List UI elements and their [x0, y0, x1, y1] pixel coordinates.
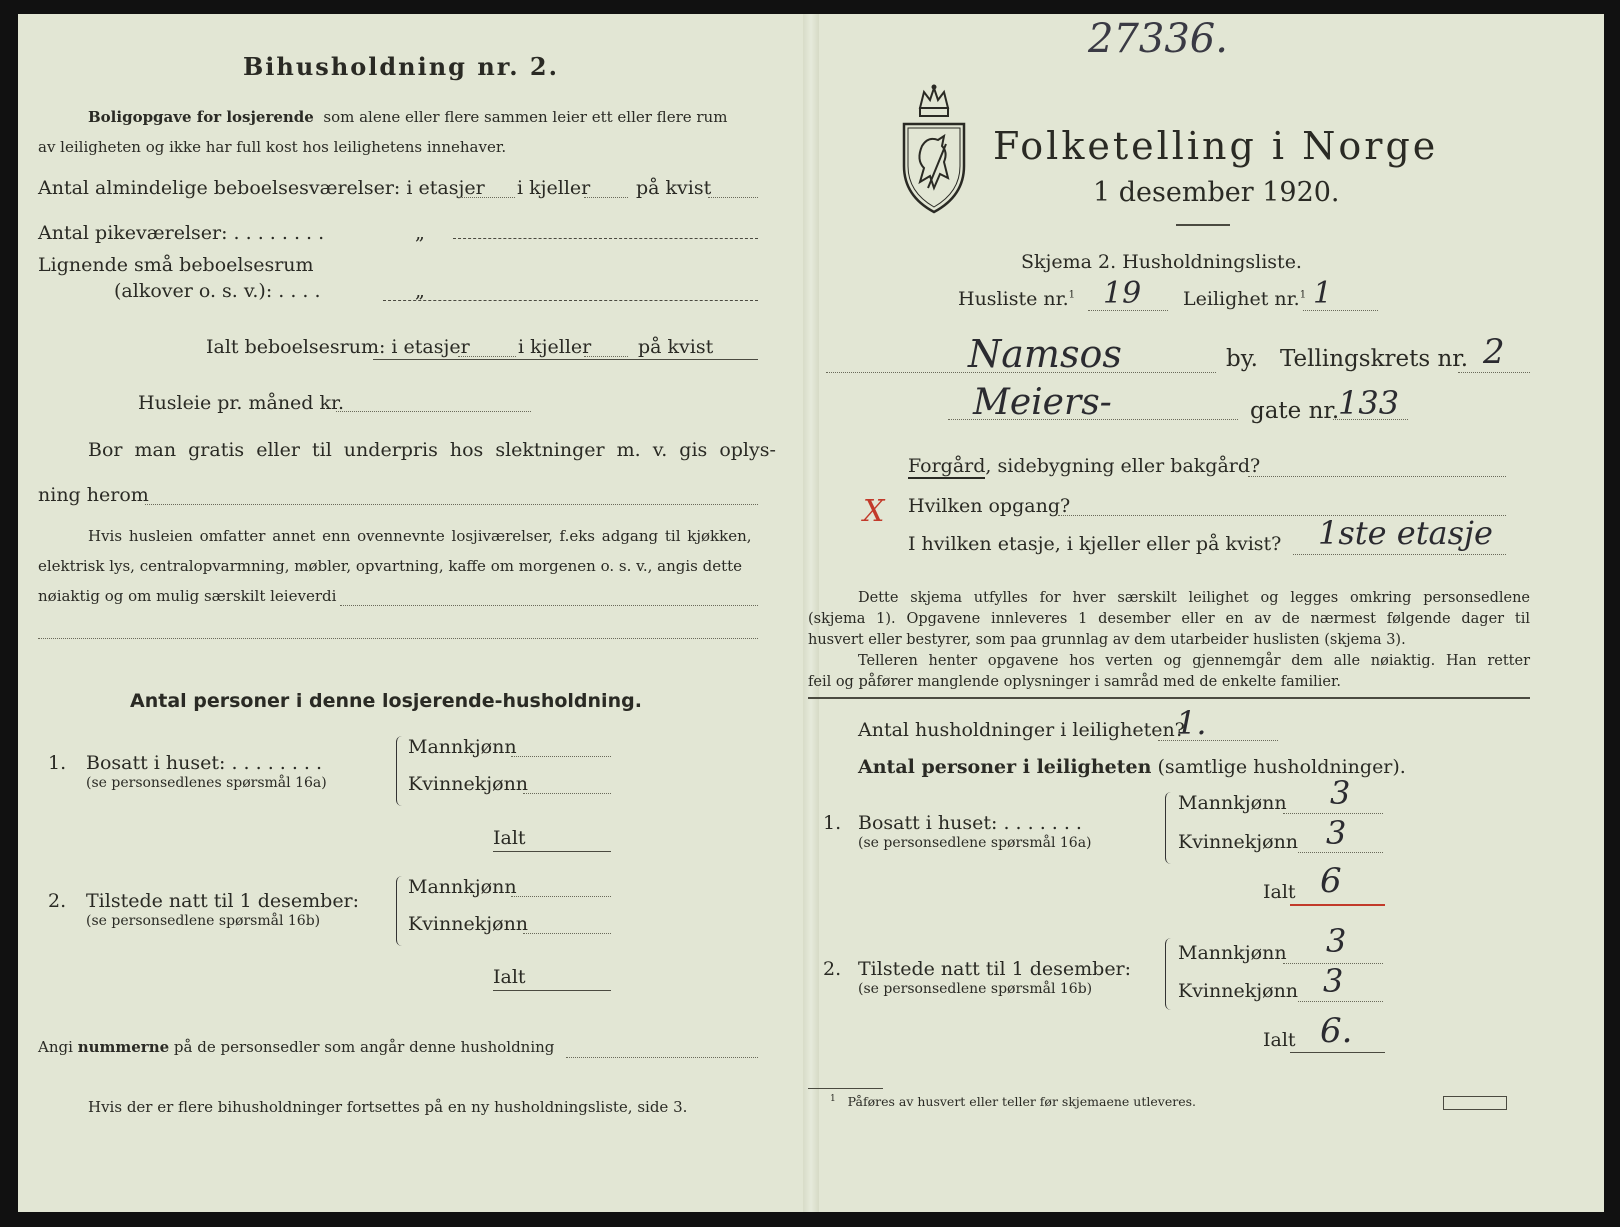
title-rule — [1176, 224, 1230, 226]
persons-rest: (samtlige husholdninger). — [1157, 756, 1406, 778]
hvis-text-3: nøiaktig og om mulig særskilt leieverdi — [38, 587, 337, 605]
alm-kjeller-label: i kjeller — [517, 177, 591, 199]
right-q1-kvinne-field[interactable] — [1298, 852, 1383, 853]
right-q2-ialt-field[interactable] — [1290, 1052, 1385, 1053]
left-q2-sub: (se personsedlene spørsmål 16b) — [86, 913, 321, 929]
info-rule — [808, 697, 1530, 699]
etasje-label: I hvilken etasje, i kjeller eller på kvist? — [908, 533, 1282, 555]
krets-value: 2 — [1483, 332, 1505, 372]
gate-nr-field[interactable] — [1333, 419, 1408, 420]
ialt-rum-label: Ialt beboelsesrum: i etasjer — [206, 336, 470, 358]
right-q2-brace — [1165, 938, 1174, 1010]
husleie-field[interactable] — [336, 411, 531, 412]
right-q2-sub: (se personsedlene spørsmål 16b) — [858, 981, 1093, 997]
husliste-value: 19 — [1103, 276, 1142, 311]
left-q1-ialt-label: Ialt — [493, 827, 526, 849]
lign-label-1: Lignende små beboelsesrum — [38, 254, 314, 276]
forgard-field[interactable] — [1248, 476, 1506, 477]
gate-label: gate nr. — [1250, 398, 1340, 424]
intro-bold: Boligopgave for losjerende — [88, 108, 314, 126]
left-q2-mann-field[interactable] — [511, 896, 611, 897]
alm-kjeller-field[interactable] — [584, 197, 628, 198]
census-form-sheet — [18, 14, 1604, 1212]
right-q1-num: 1. — [823, 812, 842, 834]
lign-label-2: (alkover o. s. v.): . . . . — [114, 280, 321, 302]
bor-text-2: ning herom — [38, 484, 149, 506]
angi-text — [38, 1038, 554, 1056]
right-q2-kvinne-value: 3 — [1323, 962, 1344, 1000]
info-line-1: Dette skjema utfylles for hver særskilt leilighet og legges omkring personsedlene — [858, 590, 1530, 606]
info-line-4: Telleren henter opgavene hos verten og gjennemgår dem alle nøiaktig. Han retter — [858, 653, 1530, 669]
forgard-rest: , sidebygning eller bakgård? — [985, 455, 1261, 477]
skjema-label: Skjema 2. Husholdningsliste. — [1021, 251, 1302, 273]
pike-label: Antal pikeværelser: . . . . . . . . — [38, 222, 325, 244]
left-q2-label: Tilstede natt til 1 desember: — [86, 890, 360, 912]
pike-ditto: „ — [415, 222, 425, 244]
right-q2-ialt-label: Ialt — [1263, 1029, 1296, 1051]
left-q1-label: Bosatt i huset: . . . . . . . . — [86, 752, 323, 774]
leilighet-value: 1 — [1313, 276, 1333, 311]
angi-field[interactable] — [566, 1057, 758, 1058]
right-q1-ialt-label: Ialt — [1263, 881, 1296, 903]
husliste-field[interactable] — [1088, 310, 1168, 311]
right-date: 1 desember 1920. — [1093, 177, 1340, 208]
ialt-kvist-label: på kvist — [638, 336, 714, 358]
right-q2-mann-value: 3 — [1326, 922, 1347, 960]
pike-fields[interactable] — [453, 238, 758, 239]
gate-value: Meiers- — [973, 382, 1112, 423]
households-field[interactable] — [1158, 740, 1278, 741]
husliste-text: Husliste nr. — [958, 288, 1069, 310]
gate-nr-value: 133 — [1338, 384, 1400, 422]
left-persons-heading: Antal personer i denne losjerende-husholdning. — [130, 690, 642, 712]
printer-stamp — [1443, 1096, 1507, 1110]
households-value: 1. — [1176, 704, 1207, 742]
check-mark: X — [863, 494, 885, 529]
etasje-value: 1ste etasje — [1318, 514, 1493, 552]
left-q1-brace — [396, 736, 405, 806]
krets-field[interactable] — [1458, 372, 1530, 373]
leilighet-field[interactable] — [1303, 310, 1378, 311]
husliste-sup: 1 — [1068, 289, 1076, 301]
right-q1-kvinne-value: 3 — [1326, 814, 1347, 852]
krets-label: Tellingskrets nr. — [1280, 346, 1469, 372]
intro-rest: som alene eller flere sammen leier ett eller flere rum — [323, 108, 728, 126]
by-field[interactable] — [826, 372, 1216, 373]
left-q1-mann-label: Mannkjønn — [408, 736, 517, 758]
husleie-label: Husleie pr. måned kr. — [138, 392, 345, 414]
left-q2-kvinne-label: Kvinnekjønn — [408, 913, 529, 935]
intro-line-1 — [88, 108, 727, 126]
hvis-field[interactable] — [340, 605, 758, 606]
right-q2-mann-label: Mannkjønn — [1178, 942, 1287, 964]
info-line-2: (skjema 1). Opgavene innleveres 1 desember eller en av de nærmest følgende dager til — [808, 611, 1530, 627]
right-q2-num: 2. — [823, 958, 842, 980]
left-q1-ialt-field[interactable] — [493, 851, 611, 852]
archive-number: 27336. — [1088, 16, 1228, 62]
hvis-field-2[interactable] — [38, 638, 758, 639]
footnote-rule — [808, 1088, 883, 1089]
right-q2-ialt-value: 6. — [1320, 1011, 1353, 1051]
left-q1-kvinne-field[interactable] — [523, 793, 611, 794]
right-q2-kvinne-label: Kvinnekjønn — [1178, 980, 1299, 1002]
left-q2-kvinne-field[interactable] — [523, 933, 611, 934]
bor-text-1: Bor man gratis eller til underpris hos slektninger m. v. gis oplys- — [88, 439, 776, 461]
households-label: Antal husholdninger i leiligheten? — [858, 719, 1185, 741]
left-q2-num: 2. — [48, 890, 67, 912]
lign-fields[interactable] — [383, 300, 758, 301]
left-q1-num: 1. — [48, 752, 67, 774]
angi-rest: på de personsedler som angår denne husholdning — [173, 1038, 555, 1056]
info-line-3: husvert eller bestyrer, som paa grunnlag av dem utarbeider huslisten (skjema 3). — [808, 632, 1406, 648]
persons-bold: Antal personer i leiligheten — [858, 756, 1152, 778]
left-footer: Hvis der er flere bihusholdninger fortsettes på en ny husholdningsliste, side 3. — [88, 1098, 688, 1116]
footnote-num: 1 — [830, 1094, 836, 1104]
hvis-text-2: elektrisk lys, centralopvarmning, møbler, opvartning, kaffe om morgenen o. s. v., angis dette — [38, 557, 743, 575]
right-persons-heading — [858, 756, 1406, 778]
right-q2-label: Tilstede natt til 1 desember: — [858, 958, 1132, 980]
right-q1-ialt-red-underline — [1290, 904, 1385, 906]
angi-pre: Angi — [38, 1038, 73, 1056]
left-q2-mann-label: Mannkjønn — [408, 876, 517, 898]
right-q1-ialt-value: 6 — [1320, 861, 1342, 901]
leilighet-text: Leilighet nr. — [1183, 288, 1300, 310]
right-q2-kvinne-field[interactable] — [1298, 1001, 1383, 1002]
by-value: Namsos — [968, 332, 1122, 376]
ialt-kjeller-field[interactable] — [584, 356, 628, 357]
etasje-field[interactable] — [1293, 554, 1506, 555]
left-q2-brace — [396, 876, 405, 946]
right-title: Folketelling i Norge — [993, 124, 1439, 168]
bor-field[interactable] — [145, 504, 758, 505]
alm-etasjer-field[interactable] — [460, 197, 515, 198]
footnote-text: Påføres av husvert eller teller før skjemaene utleveres. — [847, 1094, 1196, 1110]
husliste-label — [958, 288, 1075, 310]
leilighet-sup: 1 — [1299, 289, 1307, 301]
forgard-line — [908, 455, 1260, 477]
lign-ditto: „ — [415, 280, 425, 302]
left-q2-ialt-field[interactable] — [493, 990, 611, 991]
left-q1-sub: (se personsedlenes spørsmål 16a) — [86, 775, 327, 791]
gate-field[interactable] — [948, 419, 1238, 420]
left-title: Bihusholdning nr. 2. — [243, 52, 559, 81]
by-label: by. — [1226, 346, 1258, 372]
ialt-etasjer-field[interactable] — [458, 356, 516, 357]
right-q1-mann-value: 3 — [1330, 774, 1351, 812]
opgang-label: Hvilken opgang? — [908, 495, 1071, 517]
intro-line-2: av leiligheten og ikke har full kost hos leilighetens innehaver. — [38, 138, 507, 156]
ialt-rum-underline — [373, 359, 758, 360]
alm-kvist-label: på kvist — [636, 177, 712, 199]
leilighet-label — [1183, 288, 1306, 310]
alm-kvist-field[interactable] — [708, 197, 758, 198]
right-q1-sub: (se personsedlene spørsmål 16a) — [858, 835, 1092, 851]
right-q1-kvinne-label: Kvinnekjønn — [1178, 831, 1299, 853]
right-q1-brace — [1165, 792, 1174, 864]
forgard-word: Forgård — [908, 455, 986, 477]
right-q1-mann-label: Mannkjønn — [1178, 792, 1287, 814]
norway-coat-of-arms-icon — [898, 84, 970, 218]
left-q2-ialt-label: Ialt — [493, 966, 526, 988]
footnote — [830, 1094, 1196, 1109]
left-q1-kvinne-label: Kvinnekjønn — [408, 773, 529, 795]
ialt-kjeller-label: i kjeller — [518, 336, 592, 358]
hvis-text-1: Hvis husleien omfatter annet enn ovennevnte losjiværelser, f.eks adgang til kjøkken, — [88, 527, 752, 545]
alm-label: Antal almindelige beboelsesværelser: i etasjer — [38, 177, 485, 199]
info-line-5: feil og påfører manglende oplysninger i samråd med de enkelte familier. — [808, 674, 1341, 690]
angi-bold: nummerne — [77, 1038, 170, 1056]
right-q1-label: Bosatt i huset: . . . . . . . — [858, 812, 1082, 834]
info-block — [808, 588, 1530, 693]
left-q1-mann-field[interactable] — [511, 756, 611, 757]
